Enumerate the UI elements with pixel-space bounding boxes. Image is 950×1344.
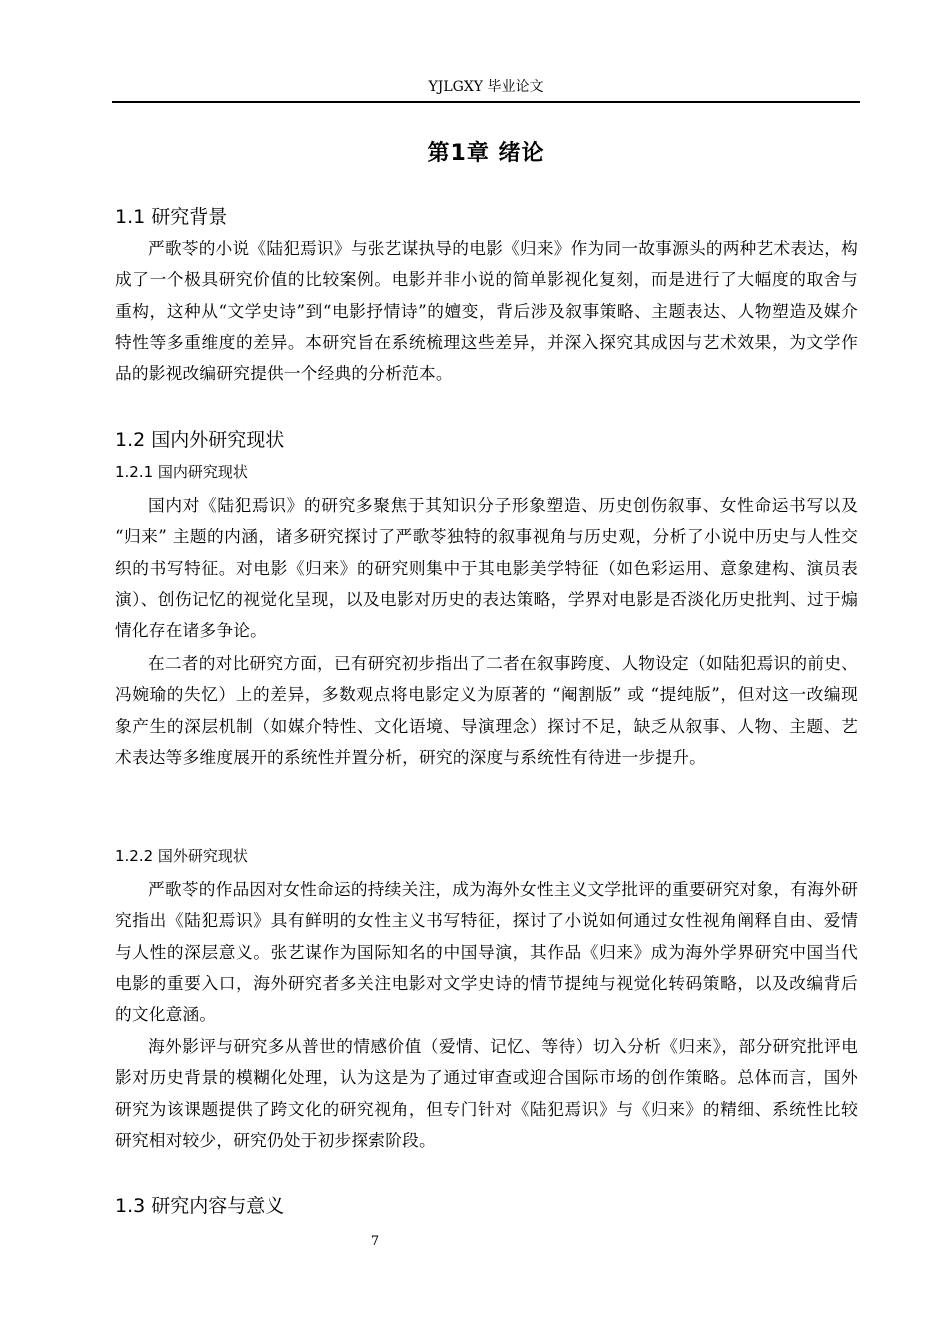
chapter-title: 第1章 绪论 — [427, 141, 545, 166]
header-rule — [112, 101, 860, 103]
paragraph-1-1-1: 严歌苓的小说《陆犯焉识》与张艺谋执导的电影《归来》作为同一故事源头的两种艺术表达，构成了一个极具研究价值的比较案例。电影并非小说的简单影视化复刻，而是进行了大幅度的取舍与重构，这种从“文学史诗”到“电影抒情诗”的嬗变，背后涉及叙事策略、主题表达、人物塑造及媒介特性等多重维度的差异。本研究旨在系统梳理这些差异，并深入探究其成因与艺术效果，为文学作品的影视改编研究提供一个经典的分析范本。 — [115, 238, 858, 384]
section-heading-1-2: 1.2 国内外研究现状 — [115, 429, 285, 451]
paragraph-1-2-2-2: 海外影评与研究多从普世的情感价值（爱情、记忆、等待）切入分析《归来》，部分研究批评电影对历史背景的模糊化处理，认为这是为了通过审查或迎合国际市场的创作策略。总体而言，国外研究为该课题提供了跨文化的研究视角，但专门针对《陆犯焉识》与《归来》的精细、系统性比较研究相对较少，研究仍处于初步探索阶段。 — [115, 1036, 858, 1150]
paragraph-1-2-1-2: 在二者的对比研究方面，已有研究初步指出了二者在叙事跨度、人物设定（如陆犯焉识的前史、冯婉瑜的失忆）上的差异，多数观点将电影定义为原著的 “阉割版” 或 “提纯版”，但对这一改编现象产生的深层机制（如媒介特性、文化语境、导演理念）探讨不足，缺乏从叙事、人物、主题、艺术表达等多维度展开的系统性并置分析，研究的深度与系统性有待进一步提升。 — [115, 653, 858, 767]
section-heading-1-1: 1.1 研究背景 — [115, 206, 228, 228]
running-header: YJLGXY 毕业论文 — [428, 79, 544, 95]
section-heading-1-2-1: 1.2.1 国内研究现状 — [115, 463, 248, 481]
section-heading-1-3: 1.3 研究内容与意义 — [115, 1195, 285, 1217]
page-number: 7 — [370, 1234, 380, 1249]
paragraph-1-2-2-1: 严歌苓的作品因对女性命运的持续关注，成为海外女性主义文学批评的重要研究对象，有海外研究指出《陆犯焉识》具有鲜明的女性主义书写特征，探讨了小说如何通过女性视角阐释自由、爱情与人性的深层意义。张艺谋作为国际知名的中国导演，其作品《归来》成为海外学界研究中国当代电影的重要入口，海外研究者多关注电影对文学史诗的情节提纯与视觉化转码策略，以及改编背后的文化意涵。 — [115, 879, 858, 1025]
paragraph-1-2-1-1: 国内对《陆犯焉识》的研究多聚焦于其知识分子形象塑造、历史创伤叙事、女性命运书写以及 “归来” 主题的内涵，诸多研究探讨了严歌苓独特的叙事视角与历史观，分析了小说中历史与人性交织的书写特征。对电影《归来》的研究则集中于其电影美学特征（如色彩运用、意象建构、演员表演）、创伤记忆的视觉化呈现，以及电影对历史的表达策略，学界对电影是否淡化历史批判、过于煽情化存在诸多争论。 — [115, 495, 858, 641]
section-heading-1-2-2: 1.2.2 国外研究现状 — [115, 847, 248, 865]
